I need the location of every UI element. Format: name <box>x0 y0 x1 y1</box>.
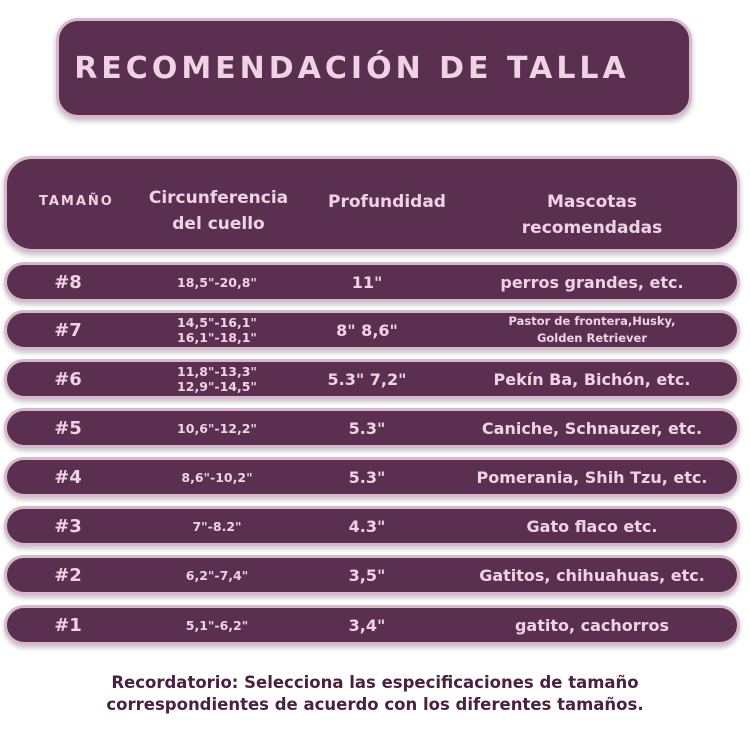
row-neck <box>157 411 277 445</box>
row-depth: 5.3" <box>348 418 386 438</box>
title-banner <box>56 18 692 118</box>
row-pets: gatito, cachorros <box>514 615 670 635</box>
row-depth: 4.3" <box>348 516 386 536</box>
reminder-text <box>30 672 720 716</box>
reminder-line1: Recordatorio: Selecciona las especificaciones de tamaño <box>111 673 639 692</box>
header-neck <box>131 185 306 237</box>
row-size: #2 <box>54 564 82 586</box>
row-depth: 3,4" <box>348 615 386 635</box>
row-depth: 5.3" <box>348 467 386 487</box>
row-depth: 5.3" 7,2" <box>327 369 407 389</box>
table-row <box>4 457 740 497</box>
row-pets: Gatitos, chihuahuas, etc. <box>479 565 705 585</box>
table-row <box>4 555 740 595</box>
header-size: TAMAÑO <box>39 194 114 209</box>
header-depth: Profundidad <box>328 192 446 212</box>
table-header <box>4 156 740 252</box>
header-neck-line2: del cuello <box>172 214 265 234</box>
row-neck-value: 18,5"-20,8" <box>177 274 257 290</box>
table-row <box>4 310 740 350</box>
row-pets: Gato flaco etc. <box>526 516 658 536</box>
row-neck-value: 8,6"-10,2" <box>181 469 253 485</box>
row-pets-line2: Golden Retriever <box>536 331 648 345</box>
table-row <box>4 605 740 645</box>
row-neck-value: 11,8"-13,3" <box>177 364 257 379</box>
row-pets: Caniche, Schnauzer, etc. <box>481 418 703 438</box>
row-neck-value: 6,2"-7,4" <box>185 567 249 583</box>
row-pets-line1: Pastor de frontera,Husky, <box>508 314 676 328</box>
row-neck-value: 14,5"-16,1" <box>177 315 257 330</box>
page-title: RECOMENDACIÓN DE TALLA <box>74 50 630 86</box>
table-row <box>4 408 740 448</box>
table-row <box>4 506 740 546</box>
row-neck-value-2: 16,1"-18,1" <box>177 330 257 345</box>
row-size: #5 <box>54 417 82 439</box>
row-pets: Pekín Ba, Bichón, etc. <box>493 369 691 389</box>
header-pets-line1: Mascotas <box>547 192 637 212</box>
row-neck-value: 7"-8.2" <box>192 518 242 534</box>
row-size: #3 <box>54 515 82 537</box>
row-pets <box>447 313 737 347</box>
row-size: #6 <box>54 368 82 390</box>
row-neck <box>157 313 277 347</box>
row-pets: Pomerania, Shih Tzu, etc. <box>476 467 708 487</box>
row-size: #4 <box>54 466 82 488</box>
reminder-line2: correspondientes de acuerdo con los diferentes tamaños. <box>106 695 644 714</box>
row-neck <box>157 460 277 494</box>
row-neck <box>157 362 277 396</box>
row-neck <box>157 558 277 592</box>
row-depth: 8" 8,6" <box>336 320 398 340</box>
table-row <box>4 262 740 302</box>
row-neck-value: 5,1"-6,2" <box>185 617 249 633</box>
row-neck <box>157 509 277 543</box>
row-size: #1 <box>54 614 82 636</box>
row-neck <box>157 608 277 642</box>
row-neck-value: 10,6"-12,2" <box>177 420 257 436</box>
row-pets: perros grandes, etc. <box>500 272 684 292</box>
header-neck-line1: Circunferencia <box>148 188 289 208</box>
row-neck-value-2: 12,9"-14,5" <box>177 379 257 394</box>
row-depth: 11" <box>351 272 383 292</box>
row-size: #7 <box>54 319 82 341</box>
header-pets-line2: recomendadas <box>521 218 663 238</box>
table-row <box>4 359 740 399</box>
row-depth: 3,5" <box>348 565 386 585</box>
row-size: #8 <box>54 271 82 293</box>
header-pets <box>477 189 707 241</box>
row-neck <box>157 265 277 299</box>
